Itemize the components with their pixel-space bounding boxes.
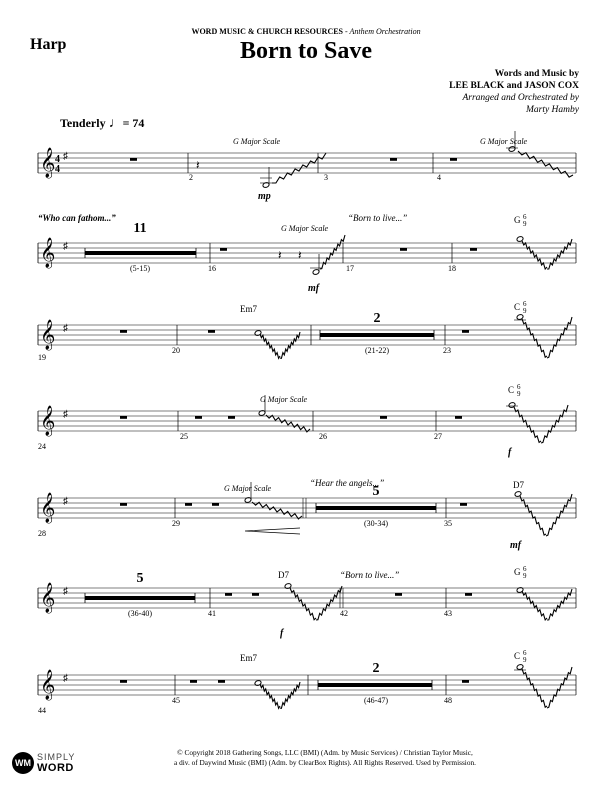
credits-words-music: Words and Music by [494,69,579,79]
s1-time-bot: 4 [55,164,60,175]
multi-measure-rest [85,596,195,600]
tempo-text: Tenderly [60,116,106,130]
s6-mr-num: 5 [136,571,144,586]
s6-cue: “Born to live...” [340,570,400,580]
s1-dyn: mp [258,191,271,202]
tempo-value: = 74 [122,116,145,130]
s6-chord-top: 6 [523,565,527,573]
glissando-line [522,241,547,269]
s1-scale-a: G Major Scale [233,137,281,146]
whole-rest [120,503,127,506]
publisher-suffix: - Anthem Orchestration [343,27,421,36]
s7-chord-root: C [514,651,521,661]
s5-m28: 28 [38,529,46,538]
whole-rest [395,593,402,596]
credits-arranger: Marty Hamby [525,105,579,115]
publisher-name: WORD MUSIC & CHURCH RESOURCES [191,27,344,36]
whole-rest [208,330,215,333]
s3-chord-root: C [514,302,521,312]
whole-rest [400,248,407,251]
quarter-rest-icon: 𝄽 [298,248,302,262]
glissando-line [252,502,302,519]
s2-m18: 18 [448,264,456,273]
s7-chord-top: 6 [523,649,527,657]
s1-m3: 3 [324,173,328,182]
s3-chord-em7: Em7 [240,304,257,314]
s3-m23: 23 [443,346,451,355]
glissando-line [547,589,572,620]
decrescendo-hairpin [245,528,300,534]
whole-rest [470,248,477,251]
quarter-note-icon: ♩ [108,116,123,131]
s6-chord-bot: 9 [523,572,527,580]
sharp-key-signature-icon: ♯ [63,151,68,162]
s4-dyn: f [508,447,512,458]
s4-scale: G Major Scale [260,395,308,404]
whole-rest [462,330,469,333]
s7-m45: 45 [172,696,180,705]
s4-chord-bot: 9 [517,390,521,398]
s7-m48: 48 [444,696,452,705]
whole-rest [120,330,127,333]
s1-m4: 4 [437,173,441,182]
glissando-line [514,407,541,442]
s3-m19: 19 [38,353,46,362]
sharp-key-signature-icon: ♯ [63,241,68,252]
treble-clef-icon: 𝄞 [40,238,56,267]
instrument-name: Harp [30,36,67,53]
s6-chord-d7: D7 [278,570,289,580]
s5-m29: 29 [172,519,180,528]
s3-m20: 20 [172,346,180,355]
multi-measure-rest [85,251,196,255]
credits-writers: LEE BLACK and JASON COX [449,81,579,91]
s3-chord-bot: 9 [523,307,527,315]
s4-m24: 24 [38,442,46,451]
s2-mr-range: (5-15) [130,264,150,273]
s3-chord-top: 6 [523,300,527,308]
s4-chord-top: 6 [517,383,521,391]
whole-rest [190,680,197,683]
s2-mr-num: 11 [133,221,147,236]
whole-rest [462,680,469,683]
s5-mr-range: (30-34) [364,519,388,528]
s6-m42: 42 [340,609,348,618]
sharp-key-signature-icon: ♯ [63,323,68,334]
glissando-line [266,415,310,432]
treble-clef-icon: 𝄞 [40,320,56,349]
glissando-line [522,591,547,620]
s6-mr-range: (36-40) [128,609,152,618]
s3-mr-range: (21-22) [365,346,389,355]
s4-m27: 27 [434,432,442,441]
multi-measure-rest [318,683,432,687]
multi-measure-rest [316,506,436,510]
whole-rest [460,503,467,506]
s4-m26: 26 [319,432,327,441]
s2-scale: G Major Scale [281,224,329,233]
whole-rest [120,416,127,419]
whole-rest [455,416,462,419]
logo-line-2: WORD [37,762,74,774]
whole-rest [218,680,225,683]
whole-rest [465,593,472,596]
s5-scale: G Major Scale [224,484,272,493]
whole-rest [195,416,202,419]
s5-dyn: mf [510,540,522,551]
whole-rest [225,593,232,596]
copyright-line-2: a div. of Daywind Music (BMI) (Adm. by ClearBox Rights). All Rights Reserved. Used by Permission. [174,758,476,767]
glissando-line [547,239,572,269]
s6-dyn: f [280,628,284,639]
logo-line-1: SIMPLY [37,752,76,762]
sharp-key-signature-icon: ♯ [63,586,68,597]
sharp-key-signature-icon: ♯ [63,673,68,684]
whole-rest [220,248,227,251]
glissando-line [260,334,280,358]
treble-clef-icon: 𝄞 [40,406,56,435]
sharp-key-signature-icon: ♯ [63,496,68,507]
s1-m2: 2 [189,173,193,182]
s7-mr-range: (46-47) [364,696,388,705]
s7-chord-bot: 9 [523,656,527,664]
credits-arranged: Arranged and Orchestrated by [462,93,579,103]
s2-chord-top: 6 [523,213,527,221]
sharp-key-signature-icon: ♯ [63,409,68,420]
s2-chord-root: G [514,215,521,225]
whole-rest [252,593,259,596]
s2-cue-a: “Who can fathom...” [38,213,116,223]
s1-time-top: 4 [55,154,60,165]
whole-rest [380,416,387,419]
treble-clef-icon: 𝄞 [40,670,56,699]
whole-rest [450,158,457,161]
s4-m25: 25 [180,432,188,441]
s2-dyn: mf [308,283,320,294]
s2-chord-bot: 9 [523,220,527,228]
song-title: Born to Save [240,38,372,64]
whole-rest [185,503,192,506]
s5-chord: D7 [513,480,524,490]
s6-m41: 41 [208,609,216,618]
whole-rest [120,680,127,683]
multi-measure-rest [320,333,434,337]
s7-mr-num: 2 [372,661,380,676]
copyright-line-1: © Copyright 2018 Gathering Songs, LLC (BMI) (Adm. by Music Services) / Christian Taylor Music, [177,748,473,757]
s2-m17: 17 [346,264,354,273]
whole-rest [390,158,397,161]
simply-word-logo [12,752,75,774]
s3-mr-num: 2 [373,311,381,326]
s5-cue: “Hear the angels...” [310,478,385,488]
quarter-rest-icon: 𝄽 [278,248,282,262]
whole-rest [130,158,137,161]
s2-m16: 16 [208,264,216,273]
glissando-line [547,317,572,358]
whole-rest [228,416,235,419]
s5-m35: 35 [444,519,452,528]
logo-mark-icon: WM [12,752,34,774]
quarter-rest-icon: 𝄽 [196,158,200,172]
s5-mr-num: 5 [372,484,380,499]
s6-chord-root: G [514,567,521,577]
treble-clef-icon: 𝄞 [40,583,56,612]
s1-scale-b: G Major Scale [480,137,528,146]
glissando-line [520,496,546,535]
glissando-line [547,667,572,708]
glissando-line [260,684,280,708]
s4-chord-root: C [508,385,515,395]
s6-m43: 43 [444,609,452,618]
treble-clef-icon: 𝄞 [40,493,56,522]
s7-chord-em7: Em7 [240,653,257,663]
s7-m44: 44 [38,706,46,715]
glissando-line [320,235,345,269]
copyright-notice [120,748,530,768]
glissando-line [546,494,572,536]
treble-clef-icon: 𝄞 [40,148,56,177]
s2-cue-b: “Born to live...” [348,213,408,223]
whole-rest [212,503,219,506]
